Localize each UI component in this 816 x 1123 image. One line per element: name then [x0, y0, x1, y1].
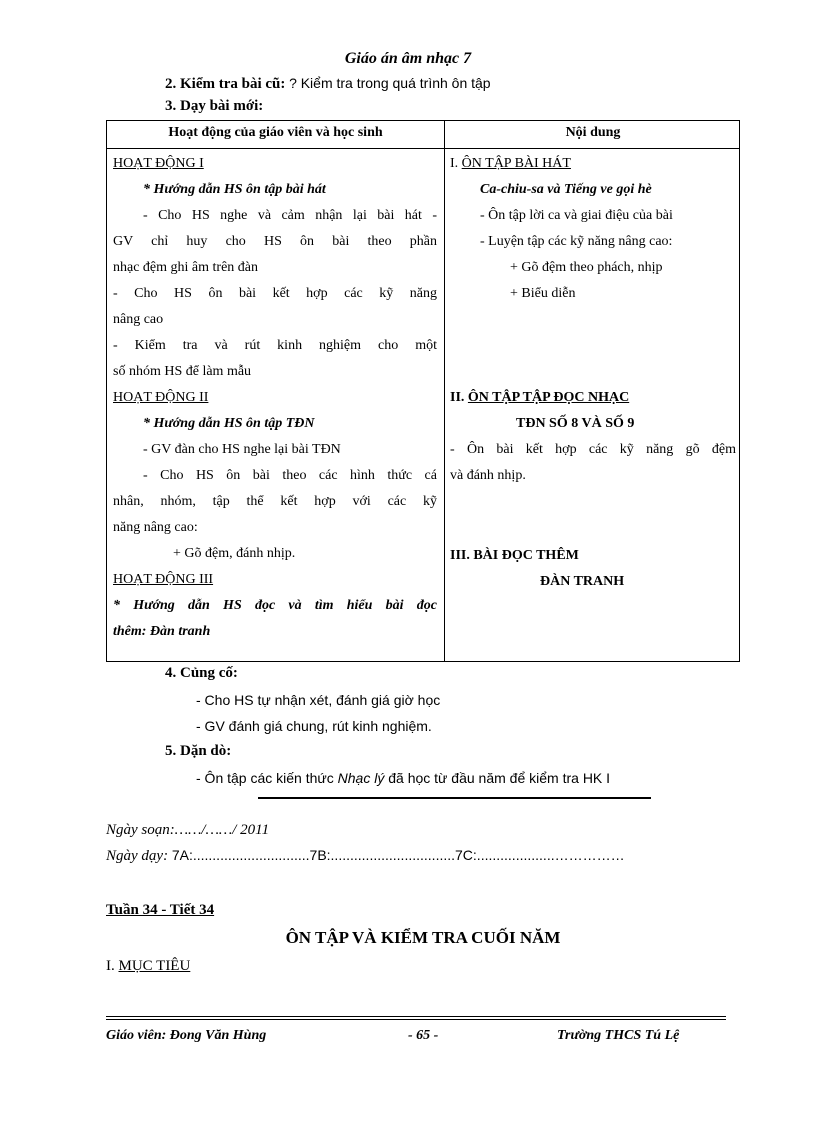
activity-2-line: năng nâng cao:: [113, 520, 198, 535]
table-header-divider: [107, 148, 739, 149]
page-header-title: Giáo án âm nhạc 7: [344, 50, 472, 67]
content-2-line: - Ôn bài kết hợp các kỹ năng gõ đệm: [450, 442, 736, 457]
objective-prefix: I.: [106, 958, 119, 974]
section-4-line: - GV đánh giá chung, rút kinh nghiệm.: [196, 718, 432, 734]
section-5-text-post: đã học từ đầu năm để kiểm tra HK I: [384, 770, 611, 786]
date-prepared: [106, 822, 269, 839]
table-cell-content: [450, 151, 736, 595]
section-2-mark: ?: [289, 75, 297, 91]
activity-1-line: - Kiểm tra và rút kinh nghiệm cho một: [113, 338, 437, 353]
activity-2-line: nhân, nhóm, tập thể kết hợp với các kỹ: [113, 494, 437, 509]
table-cell-activities: [113, 151, 437, 645]
date-prepared-label: Ngày soạn:: [106, 822, 175, 838]
section-2-line: [165, 75, 491, 93]
content-2-title: [450, 385, 736, 411]
activity-2-line: + Gõ đệm, đánh nhịp.: [173, 546, 296, 561]
content-1-title-text: ÔN TẬP BÀI HÁT: [461, 156, 571, 171]
date-taught-label: Ngày dạy:: [106, 848, 169, 864]
activity-2-title: HOẠT ĐỘNG II: [113, 390, 209, 405]
lesson-title: ÔN TẬP VÀ KIỂM TRA CUỐI NĂM: [285, 928, 561, 947]
date-taught-value: 7A:..............................7B:................................7C:....................……………: [171, 847, 625, 863]
table-column-divider: [444, 121, 445, 661]
section-5-line: [196, 770, 610, 786]
content-2-prefix: II.: [450, 390, 468, 405]
section-2-text: Kiểm tra trong quá trình ôn tập: [300, 75, 491, 91]
activity-2-line: - Cho HS ôn bài theo các hình thức cá: [143, 468, 437, 483]
footer-rule: [106, 1016, 726, 1017]
section-5-text-pre: - Ôn tập các kiến thức: [196, 770, 338, 786]
activity-2-line: - GV đàn cho HS nghe lại bài TĐN: [143, 442, 341, 457]
activity-1-line: GV chỉ huy cho HS ôn bài theo phần: [113, 234, 437, 249]
activity-1-line: nhạc đệm ghi âm trên đàn: [113, 260, 259, 275]
date-prepared-value: ……/……/ 2011: [174, 822, 270, 838]
content-1-title: [450, 151, 736, 177]
content-2-title-text: ÔN TẬP TẬP ĐỌC NHẠC: [467, 390, 630, 405]
activity-3-line: thêm: Đàn tranh: [113, 624, 211, 639]
content-2-subtitle: TĐN SỐ 8 VÀ SỐ 9: [516, 416, 635, 431]
objective-label: MỤC TIÊU: [118, 958, 191, 974]
content-3-title: III. BÀI ĐỌC THÊM: [450, 548, 579, 563]
content-1-line: - Ôn tập lời ca và giai điệu của bài: [480, 208, 673, 223]
activity-1-line: - Cho HS ôn bài kết hợp các kỹ năng: [113, 286, 437, 301]
table-header-content: Nội dung: [565, 125, 621, 140]
content-1-prefix: I.: [450, 156, 462, 171]
content-3-subtitle: ĐÀN TRANH: [540, 574, 625, 589]
lesson-table: [106, 120, 740, 662]
content-1-subtitle: Ca-chiu-sa và Tiếng ve gọi hè: [480, 182, 652, 197]
content-1-line: + Gõ đệm theo phách, nhịp: [510, 260, 663, 275]
section-5-text-emphasis: Nhạc lý: [337, 770, 385, 786]
footer-school: Trường THCS Tú Lệ: [557, 1028, 680, 1043]
section-4-label: 4. Củng cố:: [165, 665, 238, 681]
separator-line: [258, 797, 651, 799]
section-5-label: 5. Dặn dò:: [165, 743, 232, 759]
activity-1-line: - Cho HS nghe và cảm nhận lại bài hát -: [143, 208, 437, 223]
objective-heading: [106, 958, 190, 975]
section-2-label: 2. Kiểm tra bài cũ:: [165, 76, 286, 92]
activity-1-subtitle: * Hướng dẫn HS ôn tập bài hát: [143, 182, 326, 197]
content-2-line: và đánh nhịp.: [450, 468, 526, 483]
footer-teacher: Giáo viên: Đong Văn Hùng: [106, 1028, 267, 1043]
activity-3-title: HOẠT ĐỘNG III: [113, 572, 214, 587]
activity-1-line: số nhóm HS để làm mẫu: [113, 364, 252, 379]
content-1-line: + Biểu diễn: [510, 286, 576, 301]
date-taught: [106, 847, 625, 865]
content-1-line: - Luyện tập các kỹ năng nâng cao:: [480, 234, 673, 249]
week-label: Tuần 34 - Tiết 34: [106, 902, 215, 918]
activity-2-subtitle: * Hướng dẫn HS ôn tập TĐN: [143, 416, 315, 431]
activity-1-title: HOẠT ĐỘNG I: [113, 156, 204, 171]
footer-rule: [106, 1019, 726, 1020]
activity-1-line: nâng cao: [113, 312, 164, 327]
activity-3-line: * Hướng dẫn HS đọc và tìm hiểu bài đọc: [113, 598, 437, 613]
table-header-activities: Hoạt động của giáo viên và học sinh: [168, 125, 383, 140]
section-3-label: 3. Dạy bài mới:: [165, 98, 264, 114]
footer-page-number: - 65 -: [408, 1028, 439, 1043]
section-4-line: - Cho HS tự nhận xét, đánh giá giờ học: [196, 692, 441, 708]
